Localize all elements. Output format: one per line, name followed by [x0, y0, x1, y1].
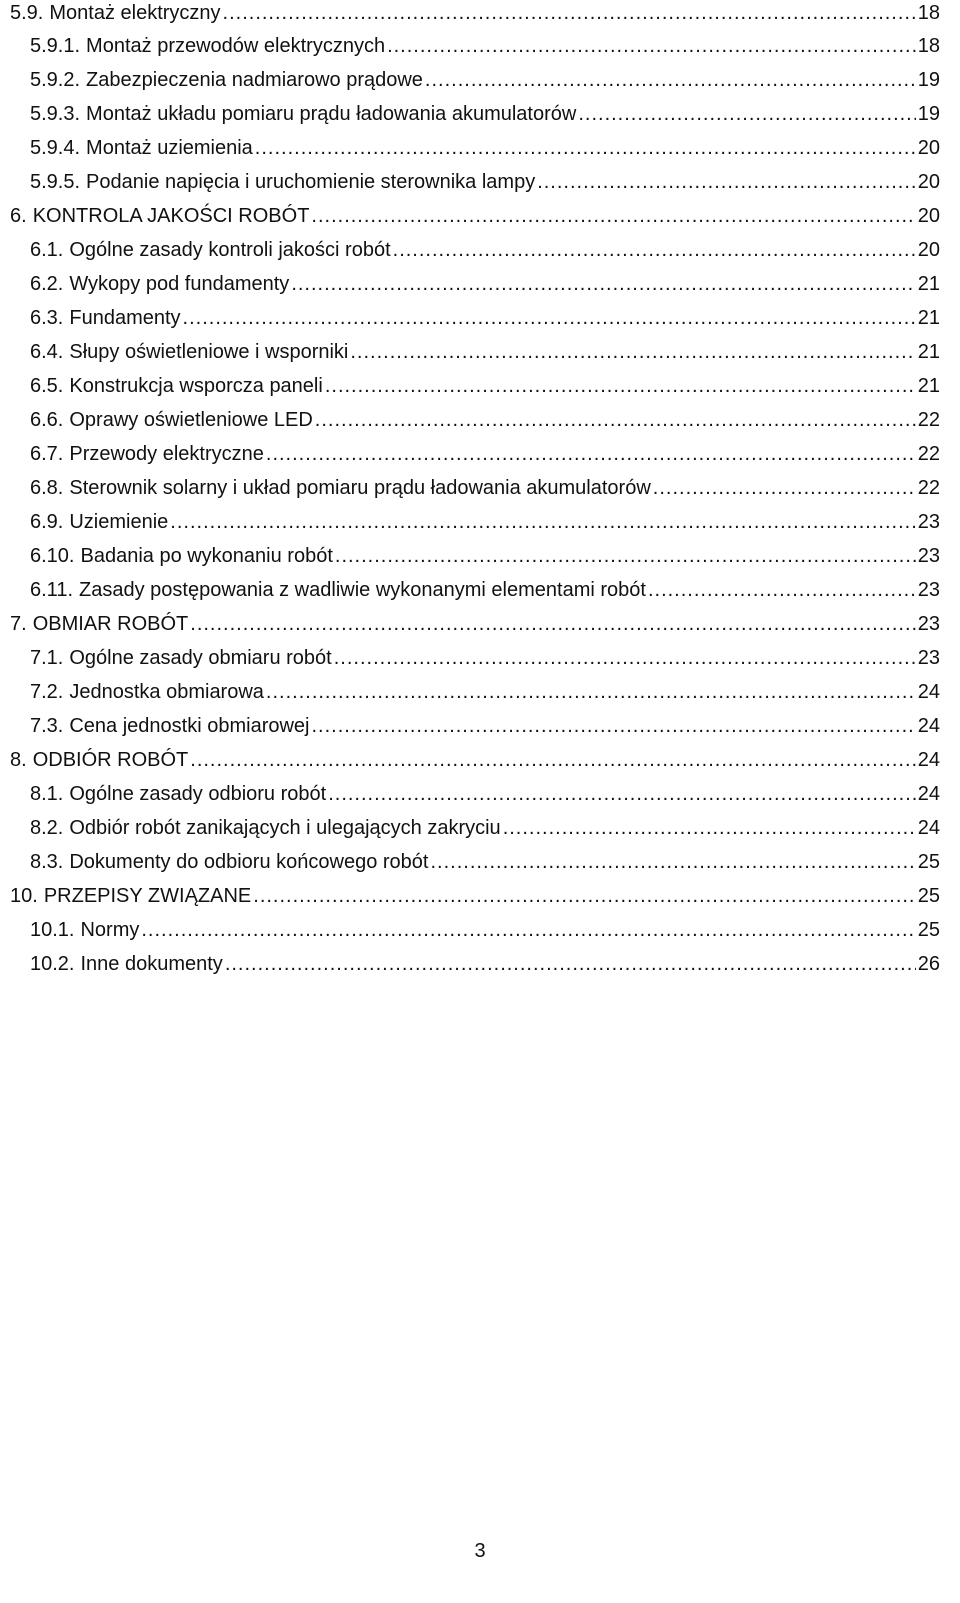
toc-leader-dots [503, 811, 916, 845]
toc-leader-dots [312, 709, 916, 743]
toc-page-number: 22 [917, 409, 940, 431]
toc-entry[interactable] [30, 471, 940, 505]
page-number: 3 [474, 1540, 486, 1562]
toc-leader-dots [223, 0, 916, 30]
toc-page-number: 23 [917, 647, 940, 669]
toc-entry-title: 5.9.5. Podanie napięcia i uruchomienie sterownika lampy [30, 171, 536, 193]
toc-leader-dots [266, 675, 916, 709]
toc-page-number: 24 [917, 783, 940, 805]
toc-page-number: 20 [917, 239, 940, 261]
toc-leader-dots [350, 335, 915, 369]
toc-leader-dots [648, 573, 916, 607]
toc-leader-dots [315, 403, 916, 437]
toc-entry[interactable] [30, 403, 940, 437]
toc-entry-title: 10.1. Normy [30, 919, 140, 941]
toc-entry[interactable] [30, 29, 940, 63]
toc-page-number: 25 [917, 919, 940, 941]
toc-entry[interactable] [10, 743, 940, 777]
toc-entry[interactable] [10, 879, 940, 913]
toc-entry[interactable] [30, 845, 940, 879]
toc-page-number: 21 [917, 341, 940, 363]
toc-entry[interactable] [30, 335, 940, 369]
toc-entry-title: 6.6. Oprawy oświetleniowe LED [30, 409, 313, 431]
toc-entry[interactable] [30, 641, 940, 675]
toc-leader-dots [170, 505, 915, 539]
toc-entry-title: 6.11. Zasady postępowania z wadliwie wykonanymi elementami robót [30, 579, 646, 601]
toc-page-number: 21 [917, 375, 940, 397]
toc-entry-title: 6.1. Ogólne zasady kontroli jakości robót [30, 239, 391, 261]
toc-page-number: 23 [917, 511, 940, 533]
toc-leader-dots [430, 845, 915, 879]
toc-page-number: 20 [917, 137, 940, 159]
toc-leader-dots [255, 131, 916, 165]
toc-leader-dots [225, 947, 916, 981]
toc-page-number: 18 [917, 35, 940, 57]
toc-entry-title: 8.2. Odbiór robót zanikających i ulegających zakryciu [30, 817, 501, 839]
toc-leader-dots [266, 437, 916, 471]
toc-entry-title: 6. KONTROLA JAKOŚCI ROBÓT [10, 205, 310, 227]
toc-entry-title: 6.7. Przewody elektryczne [30, 443, 264, 465]
toc-leader-dots [190, 607, 915, 641]
toc-entry[interactable] [30, 131, 940, 165]
toc-entry[interactable] [30, 913, 940, 947]
toc-entry[interactable] [30, 505, 940, 539]
toc-page-number: 23 [917, 613, 940, 635]
toc-leader-dots [328, 777, 916, 811]
toc-entry[interactable] [30, 437, 940, 471]
toc-leader-dots [393, 233, 916, 267]
toc-leader-dots [578, 97, 915, 131]
toc-entry[interactable] [30, 267, 940, 301]
toc-page-number: 18 [917, 2, 940, 24]
toc-entry-title: 5.9.4. Montaż uziemienia [30, 137, 253, 159]
toc-page-number: 22 [917, 443, 940, 465]
toc-entry-title: 5.9.2. Zabezpieczenia nadmiarowo prądowe [30, 69, 423, 91]
toc-entry[interactable] [30, 811, 940, 845]
toc-leader-dots [335, 539, 916, 573]
toc-entry[interactable] [30, 369, 940, 403]
toc-entry-title: 7.1. Ogólne zasady obmiaru robót [30, 647, 332, 669]
toc-entry[interactable] [30, 539, 940, 573]
toc-leader-dots [183, 301, 916, 335]
toc-entry[interactable] [10, 199, 940, 233]
toc-page-number: 23 [917, 579, 940, 601]
toc-page-number: 20 [917, 171, 940, 193]
toc-page-number: 24 [917, 715, 940, 737]
toc-entry-title: 6.2. Wykopy pod fundamenty [30, 273, 290, 295]
toc-entry-title: 7.2. Jednostka obmiarowa [30, 681, 264, 703]
toc-leader-dots [141, 913, 915, 947]
toc-entry-title: 7. OBMIAR ROBÓT [10, 613, 189, 635]
toc-entry[interactable] [30, 777, 940, 811]
toc-leader-dots [387, 29, 916, 63]
toc-page-number: 24 [917, 681, 940, 703]
toc-entry-title: 10.2. Inne dokumenty [30, 953, 223, 975]
toc-entry-title: 8.3. Dokumenty do odbioru końcowego robót [30, 851, 429, 873]
toc-entry-title: 5.9.3. Montaż układu pomiaru prądu ładowania akumulatorów [30, 103, 577, 125]
toc-leader-dots [253, 879, 915, 913]
toc-entry-title: 6.4. Słupy oświetleniowe i wsporniki [30, 341, 349, 363]
toc-entry[interactable] [30, 709, 940, 743]
toc-leader-dots [334, 641, 916, 675]
toc-leader-dots [291, 267, 915, 301]
toc-leader-dots [537, 165, 916, 199]
toc-entry-title: 5.9. Montaż elektryczny [10, 2, 221, 24]
toc-entry[interactable] [30, 233, 940, 267]
toc-entry-title: 6.3. Fundamenty [30, 307, 181, 329]
toc-entry-title: 8. ODBIÓR ROBÓT [10, 749, 189, 771]
toc-page-number: 20 [917, 205, 940, 227]
toc-entry-title: 8.1. Ogólne zasady odbioru robót [30, 783, 327, 805]
toc-page-number: 21 [917, 307, 940, 329]
toc-entry[interactable] [10, 0, 940, 30]
toc-leader-dots [190, 743, 915, 777]
toc-page-number: 21 [917, 273, 940, 295]
toc-page-number: 25 [917, 851, 940, 873]
toc-entry[interactable] [30, 675, 940, 709]
toc-entry-title: 6.10. Badania po wykonaniu robót [30, 545, 333, 567]
toc-page-number: 26 [917, 953, 940, 975]
toc-entry[interactable] [30, 301, 940, 335]
toc-entry-title: 6.8. Sterownik solarny i układ pomiaru prądu ładowania akumulatorów [30, 477, 651, 499]
toc-entry[interactable] [30, 165, 940, 199]
toc-entry[interactable] [30, 947, 940, 981]
toc-page-number: 24 [917, 817, 940, 839]
toc-entry-title: 6.9. Uziemienie [30, 511, 169, 533]
toc-leader-dots [653, 471, 916, 505]
toc-entry[interactable] [30, 573, 940, 607]
toc-leader-dots [325, 369, 916, 403]
toc-entry-title: 5.9.1. Montaż przewodów elektrycznych [30, 35, 386, 57]
toc-entry[interactable] [30, 97, 940, 131]
toc-entry[interactable] [30, 63, 940, 97]
toc-page-number: 22 [917, 477, 940, 499]
toc-entry-title: 6.5. Konstrukcja wsporcza paneli [30, 375, 323, 397]
toc-page-number: 25 [917, 885, 940, 907]
toc-page-number: 24 [917, 749, 940, 771]
toc-entry-title: 7.3. Cena jednostki obmiarowej [30, 715, 310, 737]
toc-entry[interactable] [10, 607, 940, 641]
toc-leader-dots [425, 63, 916, 97]
toc-page-number: 19 [917, 103, 940, 125]
toc-page-number: 23 [917, 545, 940, 567]
toc-leader-dots [311, 199, 915, 233]
toc-page-number: 19 [917, 69, 940, 91]
toc-entry-title: 10. PRZEPISY ZWIĄZANE [10, 885, 252, 907]
